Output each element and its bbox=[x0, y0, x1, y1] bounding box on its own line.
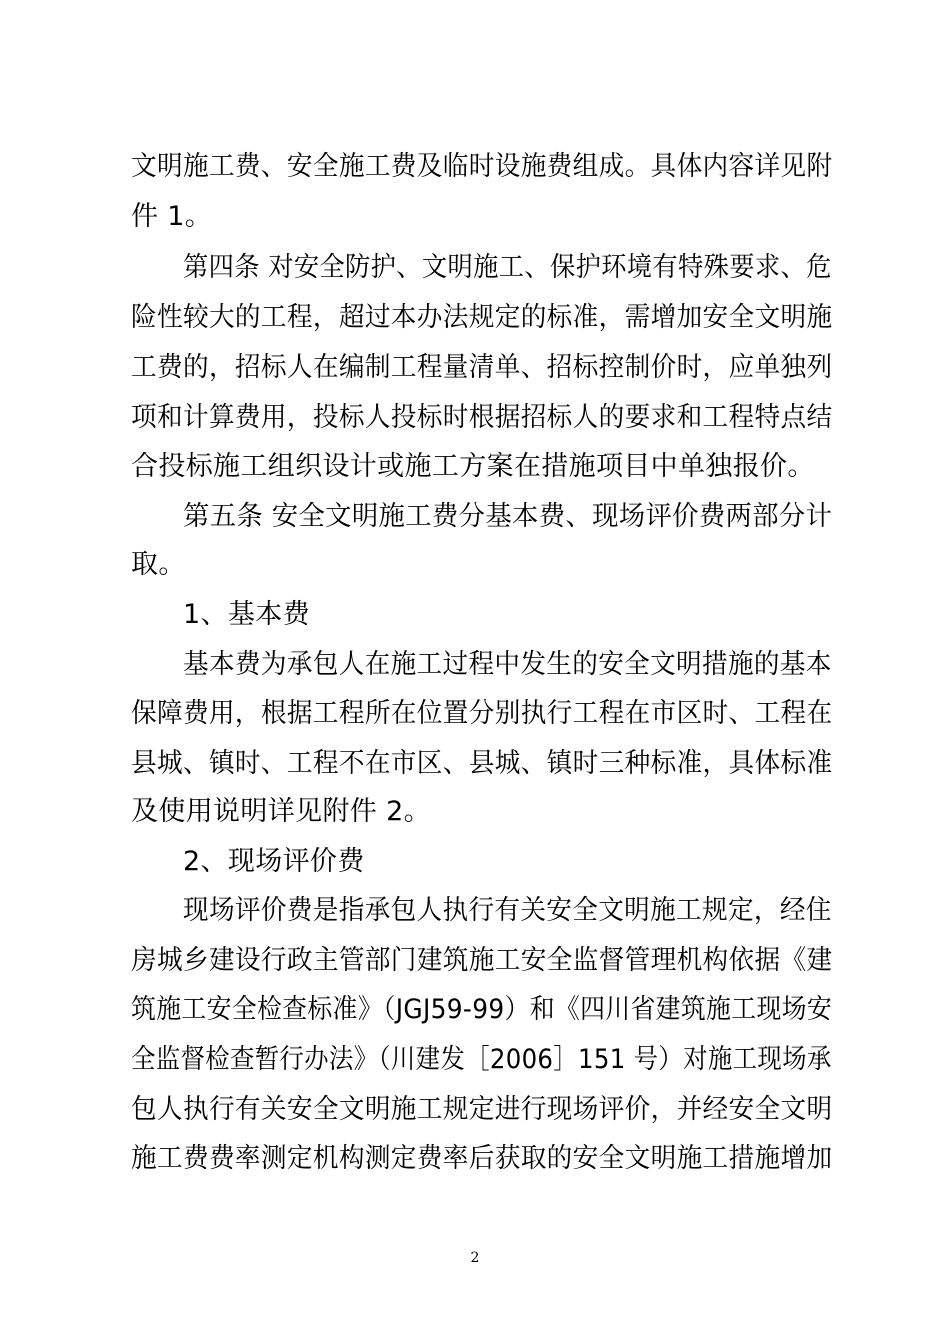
text-line: 保障费用，根据工程所在位置分别执行工程在市区时、工程在 bbox=[131, 698, 833, 729]
text-line: 基本费为承包人在施工过程中发生的安全文明措施的基本 bbox=[183, 649, 832, 680]
section-heading: 1、基本费 bbox=[183, 599, 310, 630]
text-line: 县城、镇时、工程不在市区、县城、镇时三种标准，具体标准 bbox=[131, 748, 833, 779]
text-line: 全监督检查暂行办法》（川建发［2006］151 号）对施工现场承 bbox=[131, 1044, 832, 1075]
text-line: 及使用说明详见附件 2。 bbox=[131, 796, 431, 827]
page-number: 2 bbox=[470, 1250, 480, 1266]
text-line: 第四条 对安全防护、文明施工、保护环境有特殊要求、危 bbox=[183, 252, 832, 283]
text-line: 房城乡建设行政主管部门建筑施工安全监督管理机构依据《建 bbox=[131, 945, 833, 976]
text-line: 第五条 安全文明施工费分基本费、现场评价费两部分计 bbox=[183, 501, 833, 532]
text-line: 施工费费率测定机构测定费率后获取的安全文明施工措施增加 bbox=[131, 1143, 833, 1174]
text-line: 包人执行有关安全文明施工规定进行现场评价，并经安全文明 bbox=[131, 1094, 833, 1125]
text-line: 件 1。 bbox=[131, 201, 213, 232]
section-heading: 2、现场评价费 bbox=[183, 846, 365, 877]
text-line: 筑施工安全检查标准》（JGJ59-99）和《四川省建筑施工现场安 bbox=[131, 994, 833, 1025]
text-line: 取。 bbox=[131, 549, 186, 580]
text-line: 项和计算费用，投标人投标时根据招标人的要求和工程特点结 bbox=[131, 402, 833, 433]
text-line: 文明施工费、安全施工费及临时设施费组成。具体内容详见附 bbox=[131, 151, 833, 182]
text-line: 现场评价费是指承包人执行有关安全文明施工规定，经住 bbox=[183, 895, 832, 926]
text-line: 工费的，招标人在编制工程量清单、招标控制价时，应单独列 bbox=[131, 352, 833, 383]
text-line: 合投标施工组织设计或施工方案在措施项目中单独报价。 bbox=[131, 451, 815, 482]
text-line: 险性较大的工程，超过本办法规定的标准，需增加安全文明施 bbox=[131, 302, 833, 333]
